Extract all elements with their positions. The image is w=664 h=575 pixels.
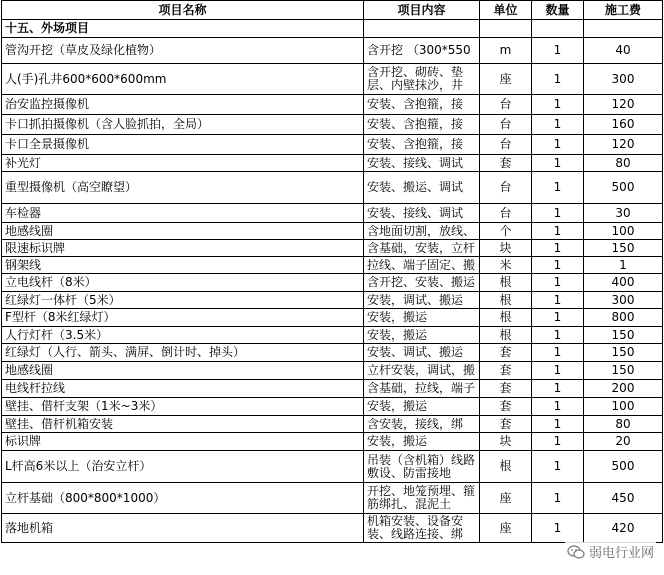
table-row	[2, 309, 663, 327]
table-row	[2, 204, 663, 223]
item-qty: 1	[532, 115, 584, 135]
item-content-text: 安装、接线、调试	[367, 206, 464, 220]
item-qty: 1	[532, 95, 584, 115]
item-unit: 根	[480, 451, 532, 483]
header-unit: 单位	[480, 1, 532, 20]
item-name: 补光灯	[2, 155, 364, 172]
item-fee: 120	[584, 95, 663, 115]
item-content-text: 安装、含抱箍，接	[367, 138, 464, 151]
section-row	[2, 20, 663, 38]
table-row	[2, 155, 663, 172]
item-qty: 1	[532, 380, 584, 398]
table-row	[2, 95, 663, 115]
item-unit: 套	[480, 362, 532, 380]
table-row	[2, 451, 663, 483]
item-content	[364, 398, 480, 416]
item-unit: 根	[480, 292, 532, 309]
item-content-text: 含开挖、安装、搬运	[367, 276, 476, 289]
item-content	[364, 327, 480, 344]
item-name: 壁挂、借杆支架（1米~3米）	[2, 398, 364, 416]
header-fee: 施工费	[584, 1, 663, 20]
item-content-text: 安装、含抱箍，接	[367, 118, 464, 131]
item-content	[364, 309, 480, 327]
item-unit: 块	[480, 433, 532, 451]
item-qty: 1	[532, 155, 584, 172]
item-fee: 800	[584, 309, 663, 327]
header-qty: 数量	[532, 1, 584, 20]
item-unit: 套	[480, 155, 532, 172]
item-qty: 1	[532, 172, 584, 204]
table-row	[2, 223, 663, 240]
item-content	[364, 64, 480, 95]
table-row	[2, 398, 663, 416]
item-qty: 1	[532, 451, 584, 483]
table-row	[2, 274, 663, 292]
item-content-text: 含开挖、砌砖、垫层、内壁抹沙，井	[367, 66, 464, 92]
item-fee: 40	[584, 38, 663, 64]
item-name: 人行灯杆（3.5米）	[2, 327, 364, 344]
item-unit: 台	[480, 115, 532, 135]
item-content	[364, 416, 480, 433]
item-fee: 20	[584, 433, 663, 451]
table-row	[2, 64, 663, 95]
item-fee: 30	[584, 204, 663, 223]
item-content-text: 安装，调试、搬运	[367, 293, 464, 307]
item-content-text: 安装，搬运	[367, 435, 428, 448]
item-unit: 台	[480, 135, 532, 155]
item-content-text: 含安装，接线，绑	[367, 417, 464, 431]
table-row	[2, 38, 663, 64]
item-content-text: 立杆安装，调试，搬	[367, 364, 476, 377]
table-row	[2, 115, 663, 135]
item-content-text: 含基础，安装，立杆	[367, 241, 476, 255]
table-row	[2, 416, 663, 433]
watermark	[565, 542, 656, 561]
item-name: L杆高6米以上（治安立杆）	[2, 451, 364, 483]
item-fee: 420	[584, 514, 663, 543]
item-unit: 套	[480, 416, 532, 433]
item-content	[364, 380, 480, 398]
item-qty: 1	[532, 38, 584, 64]
item-qty: 1	[532, 240, 584, 257]
item-qty: 1	[532, 274, 584, 292]
item-name: 电线杆拉线	[2, 380, 364, 398]
item-content	[364, 240, 480, 257]
item-unit: 根	[480, 309, 532, 327]
item-qty: 1	[532, 514, 584, 543]
item-fee: 450	[584, 483, 663, 514]
item-name: 地感线圈	[2, 362, 364, 380]
item-content-text: 吊装（含机箱）线路敷设、防雷接地	[367, 453, 476, 480]
item-name: F型杆（8米红绿灯）	[2, 309, 364, 327]
item-content	[364, 483, 480, 514]
item-name: 红绿灯一体杆（5米）	[2, 292, 364, 309]
item-name: 落地机箱	[2, 514, 364, 543]
item-unit: 根	[480, 327, 532, 344]
item-qty: 1	[532, 483, 584, 514]
item-name: 钢架线	[2, 257, 364, 274]
item-content	[364, 223, 480, 240]
item-unit: 台	[480, 95, 532, 115]
item-unit: 根	[480, 274, 532, 292]
item-content	[364, 433, 480, 451]
item-content-text: 安装、搬运、调试	[367, 181, 464, 194]
item-fee: 150	[584, 327, 663, 344]
item-content	[364, 155, 480, 172]
item-fee: 400	[584, 274, 663, 292]
item-fee: 150	[584, 362, 663, 380]
table-row	[2, 240, 663, 257]
table-row	[2, 483, 663, 514]
item-fee: 80	[584, 416, 663, 433]
item-name: 立杆基础（800*800*1000）	[2, 483, 364, 514]
item-unit: 座	[480, 64, 532, 95]
item-fee: 160	[584, 115, 663, 135]
item-unit: 座	[480, 483, 532, 514]
table-row	[2, 514, 663, 543]
item-fee: 100	[584, 398, 663, 416]
item-content-text: 安装，搬运	[367, 400, 428, 413]
item-content-text: 含地面切割，放线、	[367, 224, 476, 238]
item-content	[364, 514, 480, 543]
item-qty: 1	[532, 257, 584, 274]
item-fee: 200	[584, 380, 663, 398]
item-content	[364, 135, 480, 155]
item-qty: 1	[532, 416, 584, 433]
item-fee: 500	[584, 451, 663, 483]
item-fee: 1	[584, 257, 663, 274]
item-content	[364, 95, 480, 115]
item-fee: 150	[584, 344, 663, 362]
item-name: 重型摄像机（高空瞭望）	[2, 172, 364, 204]
item-qty: 1	[532, 344, 584, 362]
item-unit: 台	[480, 204, 532, 223]
item-qty: 1	[532, 398, 584, 416]
item-qty: 1	[532, 327, 584, 344]
item-content-text: 机箱安装、设备安装、线路连接、绑	[367, 515, 464, 541]
table-row	[2, 135, 663, 155]
item-qty: 1	[532, 135, 584, 155]
item-content-text: 开挖、地笼预埋、箍筋绑扎、混泥土	[367, 485, 476, 511]
item-content-text: 含开挖 （300*550	[367, 44, 471, 57]
item-name: 壁挂、借杆机箱安装	[2, 416, 364, 433]
item-content-text: 安装，搬运	[367, 311, 428, 324]
item-name: 限速标识牌	[2, 240, 364, 257]
item-qty: 1	[532, 292, 584, 309]
section-title: 十五、外场项目	[2, 20, 364, 38]
item-fee: 300	[584, 64, 663, 95]
item-qty: 1	[532, 433, 584, 451]
item-fee: 300	[584, 292, 663, 309]
item-name: 地感线圈	[2, 223, 364, 240]
construction-fee-table	[1, 0, 663, 543]
item-qty: 1	[532, 204, 584, 223]
item-content	[364, 344, 480, 362]
item-content	[364, 274, 480, 292]
table-row	[2, 292, 663, 309]
item-fee: 100	[584, 223, 663, 240]
item-content-text: 含基础，拉线，端子	[367, 382, 476, 395]
item-content	[364, 257, 480, 274]
item-content	[364, 172, 480, 204]
item-qty: 1	[532, 64, 584, 95]
item-name: 标识牌	[2, 433, 364, 451]
item-name: 车检器	[2, 204, 364, 223]
item-name: 卡口全景摄像机	[2, 135, 364, 155]
wechat-icon	[567, 545, 585, 559]
item-content	[364, 292, 480, 309]
table-row	[2, 433, 663, 451]
header-content: 项目内容	[364, 1, 480, 20]
item-content-text: 安装、调试、搬运	[367, 346, 464, 359]
item-fee: 80	[584, 155, 663, 172]
item-unit: 套	[480, 380, 532, 398]
table-row	[2, 257, 663, 274]
item-content-text: 拉线、端子固定、搬	[367, 258, 476, 272]
watermark-text: 弱电行业网	[588, 546, 654, 561]
item-unit: 块	[480, 240, 532, 257]
item-content	[364, 115, 480, 135]
table-row	[2, 344, 663, 362]
item-fee: 150	[584, 240, 663, 257]
item-unit: 个	[480, 223, 532, 240]
item-name: 管沟开挖（草皮及绿化植物）	[2, 38, 364, 64]
item-name: 治安监控摄像机	[2, 95, 364, 115]
item-fee: 120	[584, 135, 663, 155]
item-content	[364, 362, 480, 380]
item-qty: 1	[532, 309, 584, 327]
item-content	[364, 451, 480, 483]
table-row	[2, 362, 663, 380]
item-content	[364, 204, 480, 223]
table-row	[2, 172, 663, 204]
item-unit: 台	[480, 172, 532, 204]
header-name: 项目名称	[2, 1, 364, 20]
table-row	[2, 380, 663, 398]
table-row	[2, 327, 663, 344]
item-content-text: 安装、接线、调试	[367, 156, 464, 170]
item-qty: 1	[532, 362, 584, 380]
item-unit: 套	[480, 398, 532, 416]
item-content	[364, 38, 480, 64]
item-fee: 500	[584, 172, 663, 204]
item-qty: 1	[532, 223, 584, 240]
item-unit: 套	[480, 344, 532, 362]
item-unit: 米	[480, 257, 532, 274]
item-name: 卡口抓拍摄像机（含人脸抓拍，全局）	[2, 115, 364, 135]
item-content-text: 安装、含抱箍，接	[367, 98, 464, 111]
item-unit: 座	[480, 514, 532, 543]
item-content-text: 安装，搬运	[367, 328, 428, 342]
item-name: 立电线杆（8米）	[2, 274, 364, 292]
header-row	[2, 1, 663, 20]
item-name: 人(手)孔井600*600*600mm	[2, 64, 364, 95]
item-unit: m	[480, 38, 532, 64]
item-name: 红绿灯（人行、箭头、满屏、倒计时、掉头）	[2, 344, 364, 362]
